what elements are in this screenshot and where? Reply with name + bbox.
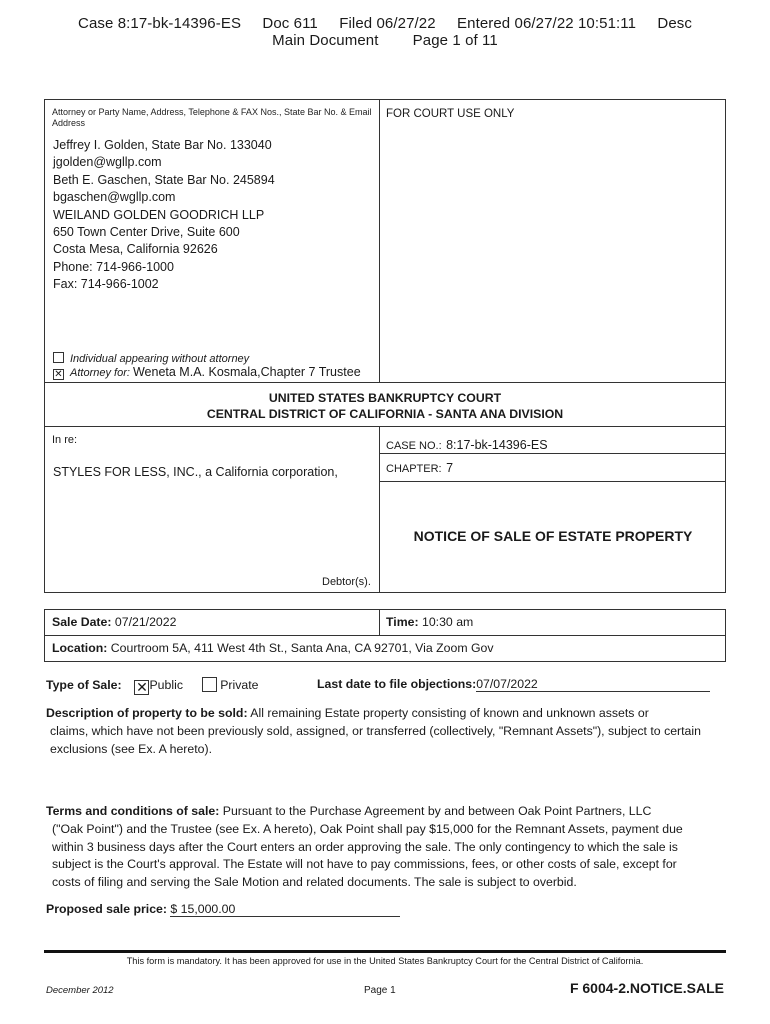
- attorney-line: Costa Mesa, California 92626: [53, 242, 218, 257]
- attorney-line: Fax: 714-966-1002: [53, 277, 159, 292]
- court-title-line1: UNITED STATES BANKRUPTCY COURT: [268, 391, 502, 405]
- individual-checkbox[interactable]: [53, 352, 64, 363]
- case-no-value: 8:17-bk-14396-ES: [446, 438, 548, 452]
- sale-time-value: 10:30 am: [422, 615, 474, 629]
- terms-line: ("Oak Point") and the Trustee (see Ex. A hereto), Oak Point shall pay $15,000 for the Remnant Assets, payment due: [52, 821, 683, 836]
- description-line: exclusions (see Ex. A hereto).: [50, 741, 212, 756]
- case-no-label: CASE NO.:: [386, 440, 442, 452]
- document-header-line1: [0, 15, 770, 32]
- main-document-header: Main Document: [272, 32, 379, 49]
- document-header-line2: [0, 32, 770, 49]
- description-section: [46, 705, 726, 758]
- chapter-row: [386, 459, 453, 477]
- public-checkbox[interactable]: ✕: [136, 679, 148, 695]
- terms-line: Pursuant to the Purchase Agreement by and between Oak Point Partners, LLC: [222, 804, 652, 818]
- attorney-line: 650 Town Center Drive, Suite 600: [53, 225, 240, 240]
- sale-info-divider: [379, 609, 380, 635]
- page-count-header: Page 1 of 11: [412, 32, 498, 49]
- terms-label: Terms and conditions of sale:: [46, 804, 220, 818]
- proposed-price-label: Proposed sale price:: [46, 902, 167, 916]
- footer-form-id: F 6004-2.NOTICE.SALE: [569, 980, 724, 996]
- chapter-label: CHAPTER:: [386, 463, 442, 475]
- private-checkbox[interactable]: [202, 677, 217, 692]
- caption-rule-chapter: [379, 481, 726, 482]
- footer-notice: This form is mandatory. It has been approved for use in the United States Bankruptcy Court for the Central District of California.: [126, 956, 644, 966]
- sale-date-row: [52, 615, 176, 629]
- objections-label: Last date to file objections:: [317, 677, 477, 691]
- terms-line: within 3 business days after the Court enters an order approving the sale. The only contingency to which the sale is: [52, 839, 678, 854]
- private-label: Private: [220, 678, 259, 692]
- doc-number-header: Doc 611: [262, 15, 318, 32]
- objections-row: [317, 677, 710, 692]
- attorney-line: Beth E. Gaschen, State Bar No. 245894: [53, 172, 275, 187]
- public-label: Public: [149, 678, 183, 692]
- sale-info-rule: [44, 635, 726, 636]
- case-number-header: Case 8:17-bk-14396-ES: [78, 15, 242, 32]
- terms-section: [46, 803, 726, 892]
- notice-title: NOTICE OF SALE OF ESTATE PROPERTY: [413, 528, 693, 544]
- court-title: [44, 390, 726, 422]
- case-no-row: [386, 436, 548, 454]
- attorney-line: Phone: 714-966-1000: [53, 259, 174, 274]
- description-line: claims, which have not been previously sold, assigned, or transferred (collectively, "Remnant Assets"), subject to certain: [50, 723, 701, 738]
- court-title-line2: CENTRAL DISTRICT OF CALIFORNIA - SANTA ANA DIVISION: [206, 407, 564, 421]
- caption-rule-attorney: [44, 382, 726, 383]
- desc-header: Desc: [657, 15, 692, 32]
- sale-time-row: [386, 615, 473, 629]
- attorney-line: bgaschen@wgllp.com: [53, 190, 176, 205]
- filed-date-header: Filed 06/27/22: [339, 15, 436, 32]
- attorney-for-label: Attorney for:: [70, 367, 130, 379]
- caption-rule-court: [44, 426, 726, 427]
- description-line: All remaining Estate property consisting of known and unknown assets or: [250, 706, 649, 720]
- terms-line: costs of filing and serving the Sale Motion and related documents. The sale is subject to overbid.: [52, 875, 577, 890]
- type-of-sale-row: [46, 677, 259, 695]
- attorney-for-value: Weneta M.A. Kosmala,Chapter 7 Trustee: [132, 365, 361, 379]
- attorney-for-checkbox[interactable]: ✕: [54, 369, 63, 380]
- type-of-sale-label: Type of Sale:: [46, 678, 122, 692]
- attorney-line: Jeffrey I. Golden, State Bar No. 133040: [53, 138, 272, 152]
- sale-location-label: Location:: [52, 641, 108, 655]
- attorney-for-row: [53, 365, 361, 380]
- sale-date-value: 07/21/2022: [114, 615, 177, 629]
- debtor-label: Debtor(s).: [322, 576, 371, 588]
- caption-divider-bottom: [379, 426, 380, 593]
- entered-date-header: Entered 06/27/22 10:51:11: [457, 15, 637, 32]
- description-label: Description of property to be sold:: [46, 706, 248, 720]
- caption-divider-top: [379, 99, 380, 383]
- attorney-info: [53, 137, 373, 294]
- chapter-value: 7: [446, 461, 454, 475]
- court-use-label: FOR COURT USE ONLY: [386, 108, 515, 120]
- footer-rule: [44, 950, 726, 953]
- sale-location-row: [52, 641, 494, 655]
- sale-date-label: Sale Date:: [52, 615, 112, 629]
- individual-row: [53, 352, 249, 365]
- footer-date: December 2012: [46, 985, 114, 996]
- sale-location-value: Courtroom 5A, 411 West 4th St., Santa Ana, CA 92701, Via Zoom Gov: [110, 641, 494, 655]
- footer-page: Page 1: [364, 985, 396, 996]
- debtor-name: STYLES FOR LESS, INC., a California corporation,: [53, 465, 338, 479]
- sale-time-label: Time:: [386, 615, 419, 629]
- in-re-label: In re:: [52, 434, 78, 446]
- terms-line: subject is the Court's approval. The Estate will not have to pay commissions, fees, or other costs of sale, except for: [52, 857, 677, 872]
- individual-label: Individual appearing without attorney: [70, 353, 250, 365]
- attorney-box-label: Attorney or Party Name, Address, Telephone & FAX Nos., State Bar No. & Email Address: [52, 107, 372, 128]
- proposed-price-value: $ 15,000.00: [170, 902, 400, 917]
- attorney-line: jgolden@wgllp.com: [53, 155, 162, 170]
- proposed-price-row: [46, 902, 400, 917]
- objections-value: 07/07/2022: [476, 677, 710, 692]
- attorney-line: WEILAND GOLDEN GOODRICH LLP: [53, 207, 265, 222]
